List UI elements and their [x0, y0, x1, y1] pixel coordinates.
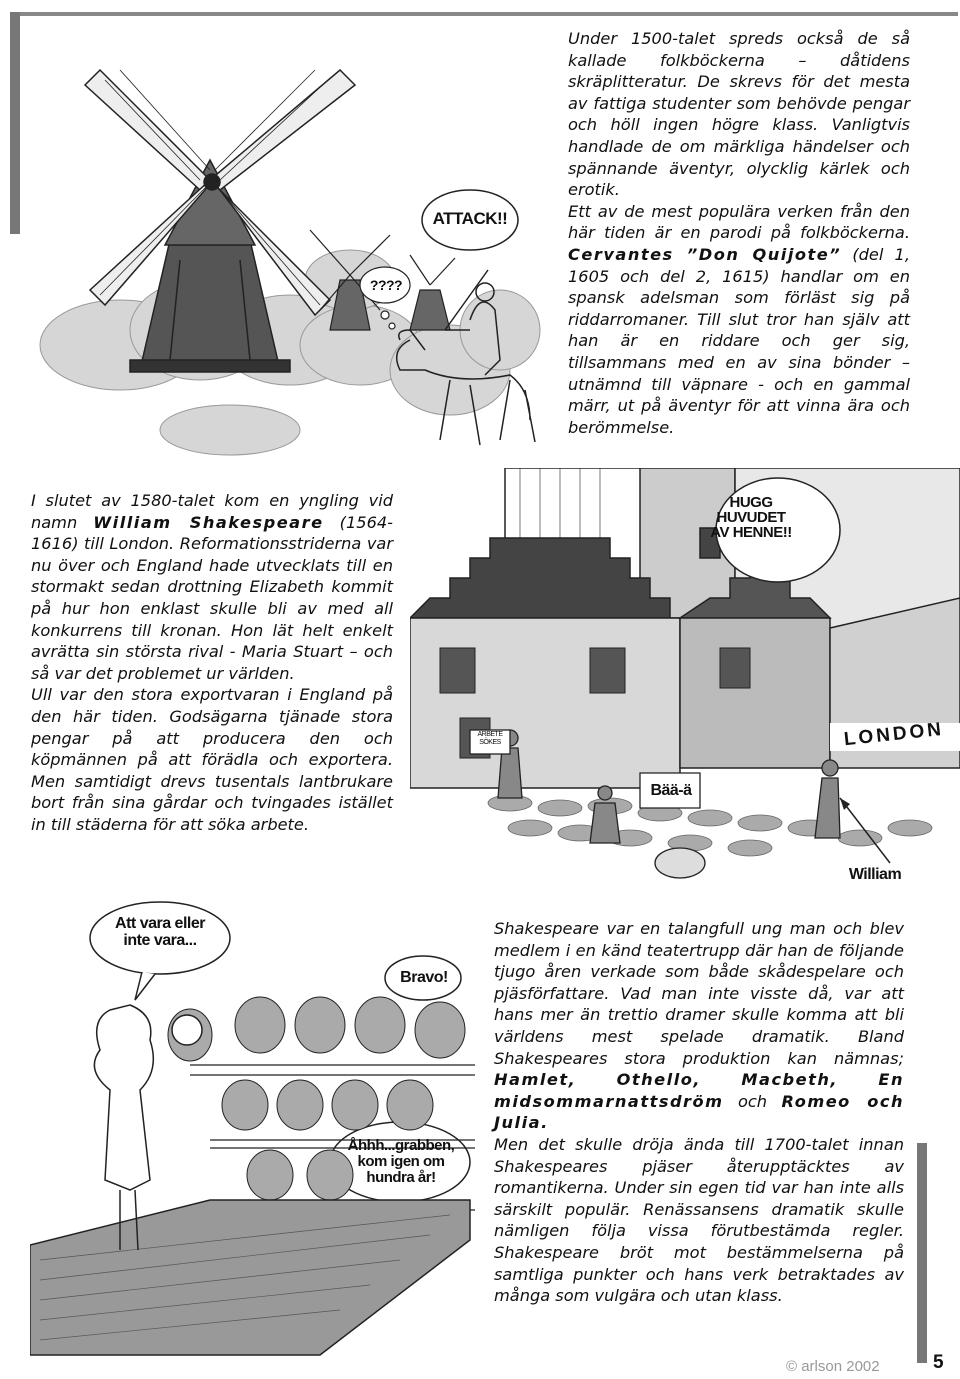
- william-label: William: [848, 866, 902, 883]
- paragraph-ull-export: Ull var den stora exportvaran i England på den här tiden. Godsägarna tjänade stora pengar på att producera den och köpmännen på att förädla och exportera. Men samtidigt drevs tusentals lantbrukare bort från sina gårdar och tvingades istället in till städerna för att söka arbete.: [31, 685, 393, 834]
- london-sign-text: LONDON: [842, 718, 945, 751]
- text-span: och: [723, 1091, 782, 1111]
- bold-plays: Hamlet, Othello, Macbeth, En midsommarnattsdröm: [494, 1070, 904, 1111]
- paragraph-career: [494, 918, 904, 1134]
- copyright-text: © arlson 2002: [786, 1358, 880, 1375]
- text-shakespeare-london: [31, 490, 393, 836]
- bold-title-don-quijote: Cervantes ”Don Quijote”: [568, 244, 842, 264]
- top-rule: [10, 12, 958, 16]
- text-span: (del 1, 1605 och del 2, 1615) handlar om en spansk adelsman som förläst sig på riddarromaner. Till slut tror han själv att han är en riddare och ger sig, tillsammans med en av sina bönder – utnämnd till väpnare - och en gammal märr, ut på äventyr för att vinna ära och berömmelse.: [568, 244, 910, 437]
- windmill-illustration: [30, 30, 545, 460]
- text-span: Shakespeare var en talangfull ung man och blev medlem i en känd teatertrupp där han de följande tjugo åren verkade som både skådespelare och pjäsförfattare. Vad man inte visste då, var att hans mer än trettio dramer skulle komma att bli världens mest spelade dramatik. Bland Shakespeares stora produktion kan nämnas;: [494, 919, 904, 1068]
- text-folkbocker: [568, 28, 910, 438]
- text-span: I slutet av 1580-talet kom en yngling vid namn: [31, 491, 393, 532]
- right-vertical-bar: [917, 1143, 927, 1363]
- bravo-bubble-text: Bravo!: [400, 969, 448, 986]
- text-span: (1564-1616) till London. Reformationsstriderna var nu över och England hade utvecklats till en stormakt sedan drottning Elizabeth kommit på hur hon enklast skulle bli av med all konkurrens till kronan. Hon lät helt enkelt avrätta sin största rival - Maria Stuart – och så var det problemet ur världen.: [31, 512, 394, 683]
- paragraph-folkbocker: Under 1500-talet spreds också de så kallade folkböckerna – dåtidens skräplitteratur. De skrevs för det mesta av fattiga studenter som behövde pengar och höll ingen högre klass. Vanligtvis handlade de om märkliga händelser och spännande äventyr, olycklig kärlek och erotik.: [568, 29, 910, 200]
- baa-bubble-text: Bää-ä: [650, 782, 692, 799]
- text-shakespeare-career: [494, 918, 904, 1307]
- paragraph-don-quijote: [568, 201, 910, 439]
- bold-name-shakespeare: William Shakespeare: [93, 512, 324, 532]
- text-span: Ett av de mest populära verken från den här tiden är en parodi på folkböckerna.: [568, 201, 910, 243]
- london-street-illustration: [410, 468, 960, 908]
- attack-bubble-text: ATTACK!!: [432, 209, 508, 228]
- question-bubble-text: ????: [369, 277, 403, 293]
- ahhh-bubble-text: Åhhh...grabben, kom igen om hundra år!: [347, 1137, 455, 1186]
- att-vara-bubble-text: Att vara eller inte vara...: [115, 915, 205, 949]
- bold-romeo: Romeo och Julia.: [494, 1091, 904, 1133]
- sign-text: ARBETE SÖKES: [477, 731, 503, 746]
- page-number: 5: [933, 1352, 944, 1373]
- hugg-bubble-text: HUGG HUVUDET AV HENNE!!: [710, 494, 792, 541]
- paragraph-romantikerna: Men det skulle dröja ända till 1700-talet innan Shakespeares pjäser återupptäcktes av romantikerna. Under sin egen tid var han inte alls särskilt populär. Renässansens dramatik skulle nämligen följa vissa förutbestämda regler. Shakespeare bröt mot bestämmelserna på samtliga punkter och hans verk betraktades av många som vulgära och utan klass.: [494, 1134, 904, 1306]
- paragraph-shakespeare-arrival: [31, 490, 393, 684]
- left-vertical-bar: [10, 12, 20, 234]
